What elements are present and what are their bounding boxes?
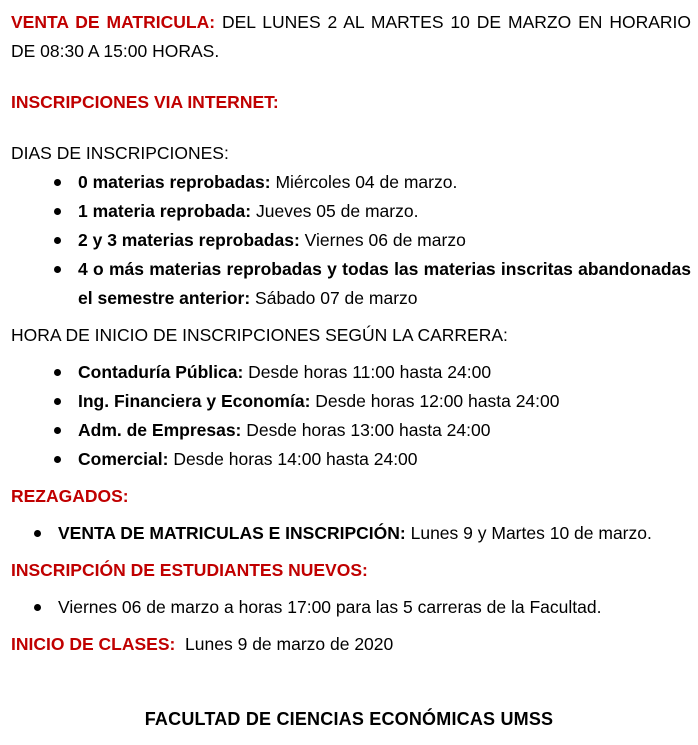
- list-item: Adm. de Empresas: Desde horas 13:00 hasta 24:00: [11, 416, 691, 445]
- clases-paragraph: [11, 630, 691, 659]
- footer-title: FACULTAD DE CIENCIAS ECONÓMICAS UMSS: [144, 709, 554, 729]
- clases-label: INICIO DE CLASES:: [11, 634, 176, 654]
- list-item: Viernes 06 de marzo a horas 17:00 para las 5 carreras de la Facultad.: [11, 593, 691, 622]
- bullet-icon: [54, 398, 61, 405]
- nuevos-heading: INSCRIPCIÓN DE ESTUDIANTES NUEVOS:: [11, 560, 368, 580]
- clases-text: Lunes 9 de marzo de 2020: [175, 634, 394, 654]
- list-item: 2 y 3 materias reprobadas: Viernes 06 de marzo: [11, 226, 691, 255]
- hora-heading: HORA DE INICIO DE INSCRIPCIONES SEGÚN LA CARRERA:: [11, 325, 508, 345]
- bullet-icon: [34, 530, 41, 537]
- dias-list: [11, 168, 691, 313]
- internet-heading: INSCRIPCIONES VIA INTERNET:: [11, 92, 279, 112]
- bullet-icon: [54, 456, 61, 463]
- nuevos-list: [11, 593, 691, 622]
- venta-text: DEL LUNES 2 AL MARTES 10 DE MARZO EN HORARIO DE 08:30 A 15:00 HORAS.: [11, 12, 691, 61]
- list-item: 1 materia reprobada: Jueves 05 de marzo.: [11, 197, 691, 226]
- rezagados-list: [11, 519, 691, 548]
- bullet-icon: [54, 427, 61, 434]
- list-item: Contaduría Pública: Desde horas 11:00 hasta 24:00: [11, 358, 691, 387]
- list-item: 0 materias reprobadas: Miércoles 04 de marzo.: [11, 168, 691, 197]
- venta-label: VENTA DE MATRICULA:: [11, 12, 216, 32]
- hora-list: [11, 358, 691, 474]
- bullet-icon: [54, 237, 61, 244]
- list-item: Comercial: Desde horas 14:00 hasta 24:00: [11, 445, 691, 474]
- bullet-icon: [54, 266, 61, 273]
- list-item: VENTA DE MATRICULAS E INSCRIPCIÓN: Lunes 9 y Martes 10 de marzo.: [11, 519, 691, 548]
- list-item: 4 o más materias reprobadas y todas las materias inscritas abandonadas el semestre anterior: Sábado 07 de marzo: [11, 255, 691, 313]
- list-item: Ing. Financiera y Economía: Desde horas 12:00 hasta 24:00: [11, 387, 691, 416]
- bullet-icon: [54, 208, 61, 215]
- venta-paragraph: [11, 8, 691, 66]
- document-body: [11, 8, 691, 659]
- bullet-icon: [54, 369, 61, 376]
- rezagados-heading: REZAGADOS:: [11, 486, 129, 506]
- bullet-icon: [54, 179, 61, 186]
- bullet-icon: [34, 604, 41, 611]
- dias-heading: DIAS DE INSCRIPCIONES:: [11, 143, 229, 163]
